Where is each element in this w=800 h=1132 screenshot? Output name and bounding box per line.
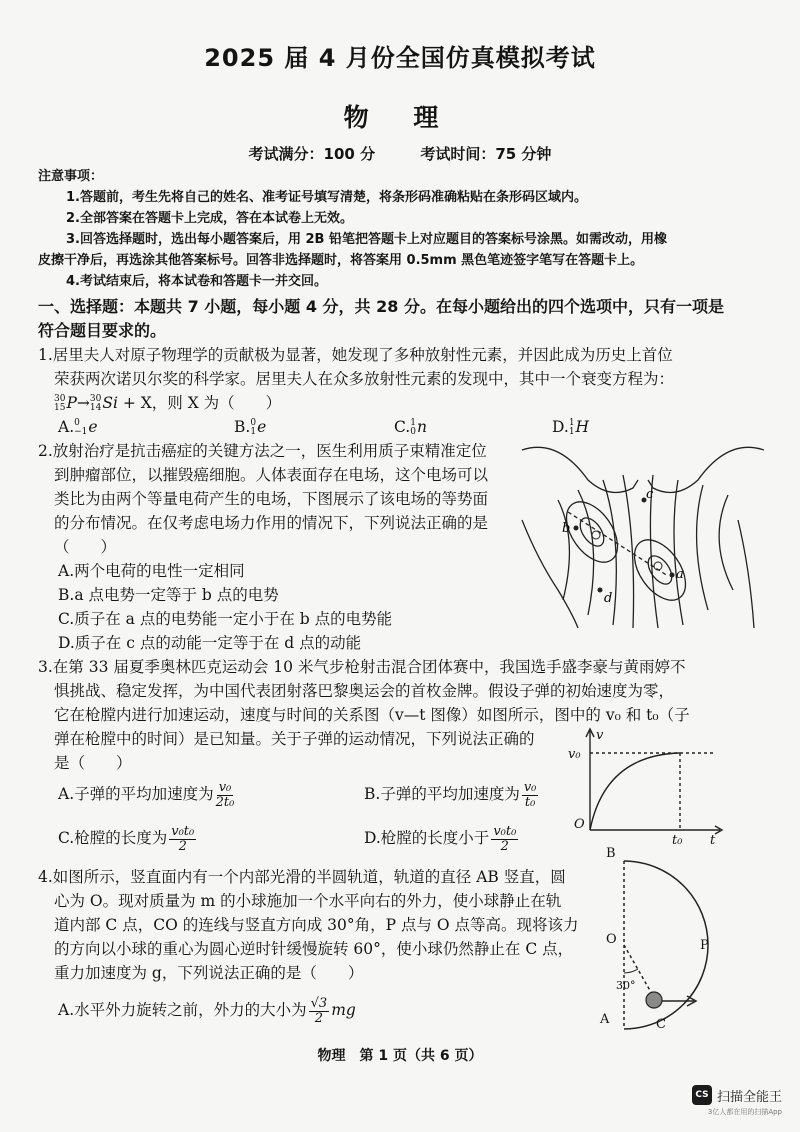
- q3-line-2: 惧挑战、稳定发挥，为中国代表团射落巴黎奥运会的首枚金牌。假设子弹的初始速度为零，: [54, 682, 675, 700]
- point-b-label: b: [562, 521, 571, 536]
- section-heading-1: 一、选择题：本题共 7 小题，每小题 4 分，共 28 分。在每小题给出的四个选项中，只有一项是: [38, 297, 724, 316]
- label-b: B: [606, 846, 616, 861]
- q3-option-b: B.子弹的平均加速度为 $\frac{\text{v₀}}{\text{t₀}}$: [364, 779, 537, 810]
- origin-label: O: [574, 817, 585, 832]
- q3-line-5: 是（ ）: [54, 754, 132, 772]
- q3-line-4: 弹在枪膛中的时间）是已知量。关于子弹的运动情况，下列说法正确的: [54, 730, 535, 748]
- exam-duration: 考试时间：75 分钟: [420, 145, 552, 163]
- full-score: 考试满分：100 分: [248, 145, 376, 163]
- q2-line-5: （ ）: [54, 538, 117, 556]
- q4-line-3: 道内部 C 点，CO 的连线与竖直方向成 30°角，P 点与 O 点等高。现将该力: [54, 916, 579, 934]
- q1-option-c: C. 1 0 n: [394, 418, 427, 437]
- q1-line-1: 1.居里夫人对原子物理学的贡献极为显著，她发现了多种放射性元素，并因此成为历史上首位: [38, 346, 673, 364]
- body-outline: [522, 447, 764, 492]
- ball: [646, 992, 662, 1008]
- q2-line-1: 2.放射治疗是抗击癌症的关键方法之一，医生利用质子束精准定位: [38, 442, 487, 460]
- exam-meta: [0, 143, 800, 164]
- q2-line-2: 到肿瘤部位，以摧毁癌细胞。人体表面存在电场，这个电场可以: [54, 466, 489, 484]
- q3-option-c: C.枪膛的长度为 $\frac{\text{v₀t₀}}{2}$: [58, 823, 195, 854]
- note-1: 1.答题前，考生先将自己的姓名、准考证号填写清楚，将条形码准确粘贴在条形码区域内。: [66, 190, 587, 205]
- subject-title: 物 理: [343, 103, 457, 132]
- q1-option-d: D. 1 1 H: [552, 418, 590, 437]
- q2-equipotential-figure: [518, 440, 768, 630]
- v0-label: v₀: [568, 747, 581, 762]
- notes: [38, 166, 764, 292]
- v-axis-label: v: [596, 728, 604, 743]
- scanner-logo-icon: CS: [692, 1085, 712, 1105]
- q3-vt-graph: [560, 725, 730, 845]
- q2-option-d: D.质子在 c 点的动能一定等于在 d 点的动能: [58, 634, 362, 652]
- q3-option-a: A.子弹的平均加速度为 $\frac{\text{v₀}}{\text{2t₀}}$: [58, 779, 235, 810]
- q4-line-5: 重力加速度为 g，下列说法正确的是（ ）: [54, 964, 364, 982]
- page-footer: 物理 第 1 页（共 6 页）: [317, 1048, 483, 1064]
- note-2: 2.全部答案在答题卡上完成，答在本试卷上无效。: [66, 211, 353, 226]
- notes-heading: 注意事项：: [38, 169, 104, 184]
- q2-option-b: B.a 点电势一定等于 b 点的电势: [58, 586, 279, 604]
- q3-line-3: 它在枪膛内进行加速运动，速度与时间的关系图（v—t 图像）如图所示，图中的 v₀ 和 t₀（子: [54, 706, 690, 724]
- note-4: 4.考试结束后，将本试卷和答题卡一并交回。: [66, 274, 327, 289]
- q4-line-4: 的方向以小球的重心为圆心逆时针缓慢旋转 60°，使小球仍然静止在 C 点，: [54, 940, 574, 958]
- label-p: P: [700, 938, 709, 953]
- q4-line-1: 4.如图所示，竖直面内有一个内部光滑的半圆轨道，轨道的直径 AB 竖直，圆: [38, 868, 566, 886]
- q3-option-d: D.枪膛的长度小于 $\frac{\text{v₀t₀}}{2}$: [364, 823, 517, 854]
- angle-label: 30°: [616, 979, 636, 992]
- q2-option-a: A.两个电荷的电性一定相同: [58, 562, 245, 580]
- q1-equation: 30 15 P→ 30 14 Si + X，则 X 为（ ）: [54, 394, 282, 413]
- q2-line-3: 类比为由两个等量电荷产生的电场，下图展示了该电场的等势面: [54, 490, 489, 508]
- q1-option-a: A. 0 −1 e: [58, 418, 98, 437]
- exam-title: 2025 届 4 月份全国仿真模拟考试: [204, 44, 596, 72]
- section-heading-2: 符合题目要求的。: [38, 321, 167, 340]
- label-o: O: [606, 932, 617, 947]
- q4-option-a: A.水平外力旋转之前，外力的大小为 $\frac{√3}{2}$ mg: [58, 995, 356, 1026]
- note-3b: 皮擦干净后，再选涂其他答案标号。回答非选择题时，将答案用 0.5mm 黑色笔迹签字笔写在答题卡上。: [38, 253, 644, 268]
- point-a-label: a: [676, 567, 684, 582]
- q2-option-c: C.质子在 a 点的电势能一定小于在 b 点的电势能: [58, 610, 393, 628]
- q1-option-b: B. 0 1 e: [234, 418, 267, 437]
- q4-line-2: 心为 O。现对质量为 m 的小球施加一个水平向右的外力，使小球静止在轨: [54, 892, 562, 910]
- t-axis-label: t: [710, 833, 716, 845]
- label-a: A: [600, 1012, 610, 1027]
- semicircle-track: [624, 861, 708, 1029]
- velocity-curve: [590, 753, 680, 830]
- t0-label: t₀: [672, 833, 683, 845]
- q3-line-1: 3.在第 33 届夏季奥林匹克运动会 10 米气步枪射击混合团体赛中，我国选手盛李豪与黄雨婷不: [38, 658, 686, 676]
- q1-line-2: 荣获两次诺贝尔奖的科学家。居里夫人在众多放射性元素的发现中，其中一个衰变方程为：: [54, 370, 675, 388]
- label-c: C: [656, 1017, 666, 1032]
- note-3a: 3.回答选择题时，选出每小题答案后，用 2B 铅笔把答题卡上对应题目的答案标号涂黑。如需改动，用橡: [66, 232, 667, 247]
- point-d-label: d: [604, 591, 613, 606]
- q4-semicircle-figure: [590, 845, 720, 1040]
- point-c-label: c: [646, 487, 654, 502]
- scanner-watermark: CS 扫描全能王 3亿人都在用的扫描App: [692, 1085, 782, 1105]
- q2-line-4: 的分布情况。在仅考虑电场力作用的情况下，下列说法正确的是: [54, 514, 489, 532]
